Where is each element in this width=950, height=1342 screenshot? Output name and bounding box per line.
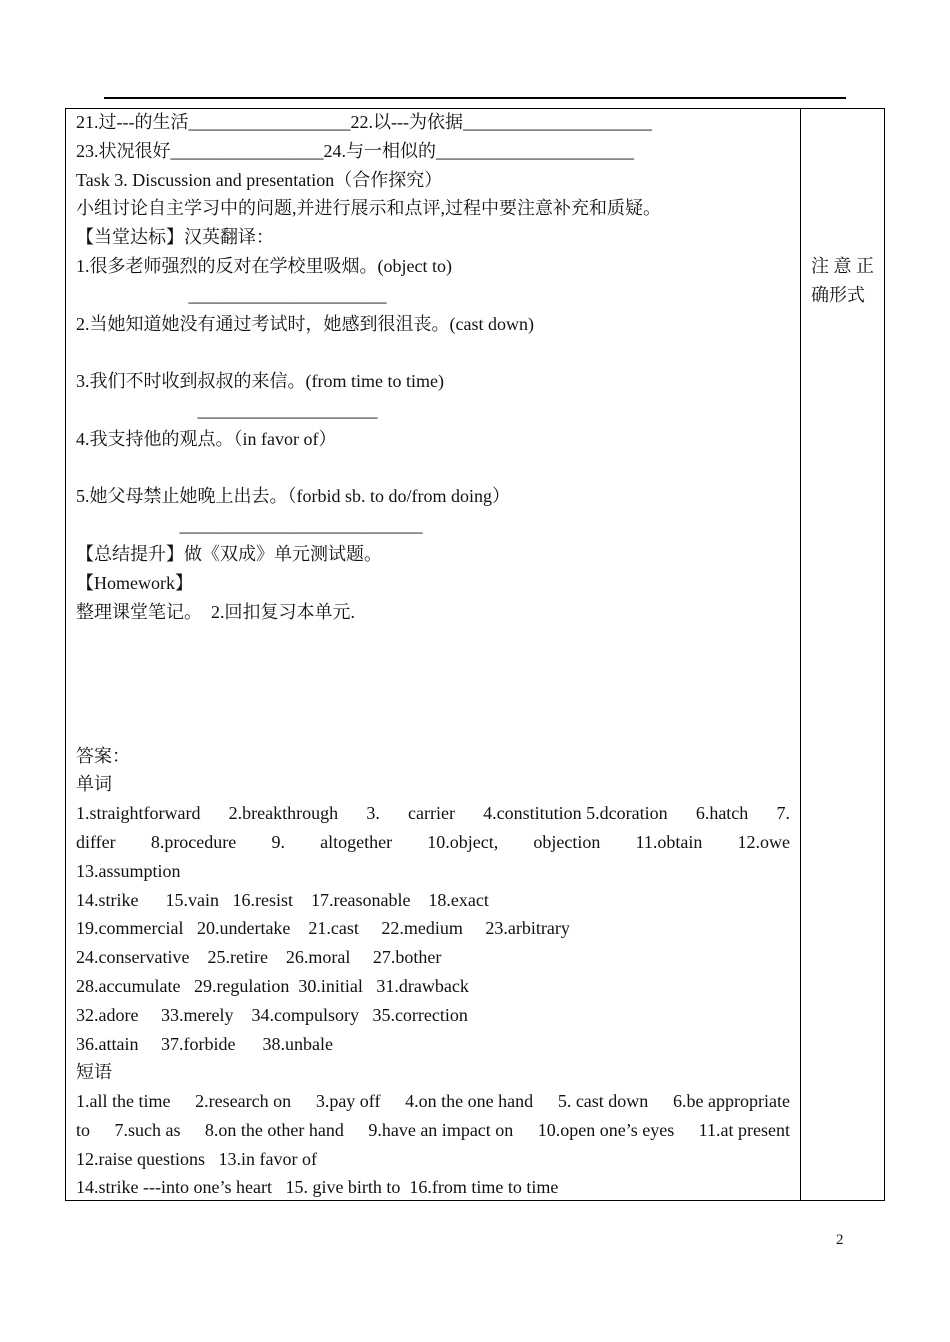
phrase-item: 9.have an impact on bbox=[368, 1119, 514, 1140]
phrase-item: 7.such as bbox=[114, 1119, 181, 1140]
phrase-item: 1.all the time bbox=[76, 1091, 171, 1112]
words-row-13: 13.assumption bbox=[76, 860, 181, 881]
page-number: 2 bbox=[836, 1232, 844, 1248]
homework-task: 整理课堂笔记。 2.回扣复习本单元. bbox=[76, 601, 355, 622]
task3-heading: Task 3. Discussion and presentation（合作探究） bbox=[76, 169, 443, 190]
task3-description: 小组讨论自主学习中的问题,并进行展示和点评,过程中要注意补充和质疑。 bbox=[76, 198, 661, 219]
words-row-36: 36.attain 37.forbide 38.unbale bbox=[76, 1033, 333, 1054]
question-1: 1.很多老师强烈的反对在学校里吸烟。(object to) bbox=[76, 255, 452, 276]
word-item: objection bbox=[533, 831, 601, 852]
words-heading: 单词 bbox=[76, 774, 112, 795]
vocab-line-21: 21.过---的生活__________________22.以---为依据_____________________ bbox=[76, 112, 652, 132]
words-row-32: 32.adore 33.merely 34.compulsory 35.correction bbox=[76, 1004, 468, 1025]
question-4: 4.我支持他的观点。（in favor of） bbox=[76, 428, 337, 449]
vocab-line-23: 23.状况很好_________________24.与一相似的______________________ bbox=[76, 140, 634, 161]
words-row-19: 19.commercial 20.undertake 21.cast 22.medium 23.arbitrary bbox=[76, 918, 570, 939]
phrase-item: 2.research on bbox=[195, 1091, 292, 1112]
answer-blank-5: ___________________________ bbox=[76, 515, 423, 536]
answers-heading: 答案： bbox=[76, 745, 130, 766]
phrases-row-12: 12.raise questions 13.in favor of bbox=[76, 1148, 317, 1169]
words-row-24: 24.conservative 25.retire 26.moral 27.bother bbox=[76, 947, 442, 968]
phrase-item: to bbox=[76, 1119, 91, 1140]
word-item: 3. bbox=[366, 803, 380, 824]
word-item: 6.hatch bbox=[695, 803, 749, 824]
main-column bbox=[76, 108, 790, 1202]
question-2: 2.当她知道她没有通过考试时，她感到很沮丧。(cast down) bbox=[76, 313, 534, 334]
question-3: 3.我们不时收到叔叔的来信。(from time to time) bbox=[76, 371, 444, 392]
side-note bbox=[811, 252, 875, 310]
column-divider bbox=[800, 108, 801, 1201]
answer-blank-3: ____________________ bbox=[76, 399, 378, 420]
word-item: 11.obtain bbox=[635, 831, 703, 852]
word-item: 2.breakthrough bbox=[228, 803, 339, 824]
homework-heading: 【Homework】 bbox=[76, 572, 193, 593]
words-row-1 bbox=[76, 799, 790, 828]
phrase-item: 3.pay off bbox=[315, 1091, 381, 1112]
word-item: 1.straightforward bbox=[76, 803, 201, 824]
word-item: 7. bbox=[776, 803, 790, 824]
word-item: 10.object, bbox=[427, 831, 499, 852]
word-item: 4.constitution 5.dcoration bbox=[483, 803, 668, 824]
phrase-item: 8.on the other hand bbox=[204, 1119, 344, 1140]
phrases-row-14: 14.strike ---into one’s heart 15. give birth to 16.from time to time bbox=[76, 1177, 559, 1198]
words-row-28: 28.accumulate 29.regulation 30.initial 31.drawback bbox=[76, 975, 469, 996]
word-item: carrier bbox=[408, 803, 455, 824]
question-5: 5.她父母禁止她晚上出去。（forbid sb. to do/from doing） bbox=[76, 486, 510, 507]
phrases-row-2 bbox=[76, 1116, 790, 1145]
summary-heading: 【总结提升】做《双成》单元测试题。 bbox=[76, 543, 382, 564]
answer-blank-1: ______________________ bbox=[76, 284, 387, 305]
phrase-item: 4.on the one hand bbox=[405, 1091, 534, 1112]
dangtang-heading: 【当堂达标】汉英翻译： bbox=[76, 227, 274, 248]
words-row-2 bbox=[76, 828, 790, 857]
phrases-row-1 bbox=[76, 1087, 790, 1116]
word-item: 12.owe bbox=[737, 831, 790, 852]
word-item: differ bbox=[76, 831, 116, 852]
phrase-item: 5. cast down bbox=[557, 1091, 649, 1112]
word-item: 9. bbox=[271, 831, 285, 852]
word-item: altogether bbox=[320, 831, 393, 852]
phrase-item: 11.at present bbox=[698, 1119, 790, 1140]
phrases-heading: 短语 bbox=[76, 1062, 112, 1083]
word-item: 8.procedure bbox=[150, 831, 237, 852]
words-row-14: 14.strike 15.vain 16.resist 17.reasonable 18.exact bbox=[76, 889, 489, 910]
side-note-line-2: 确形式 bbox=[811, 284, 865, 305]
side-note-line-1: 注 意 正 bbox=[811, 256, 874, 276]
phrase-item: 10.open one’s eyes bbox=[537, 1119, 675, 1140]
header-rule bbox=[104, 97, 846, 99]
phrase-item: 6.be appropriate bbox=[672, 1091, 790, 1112]
